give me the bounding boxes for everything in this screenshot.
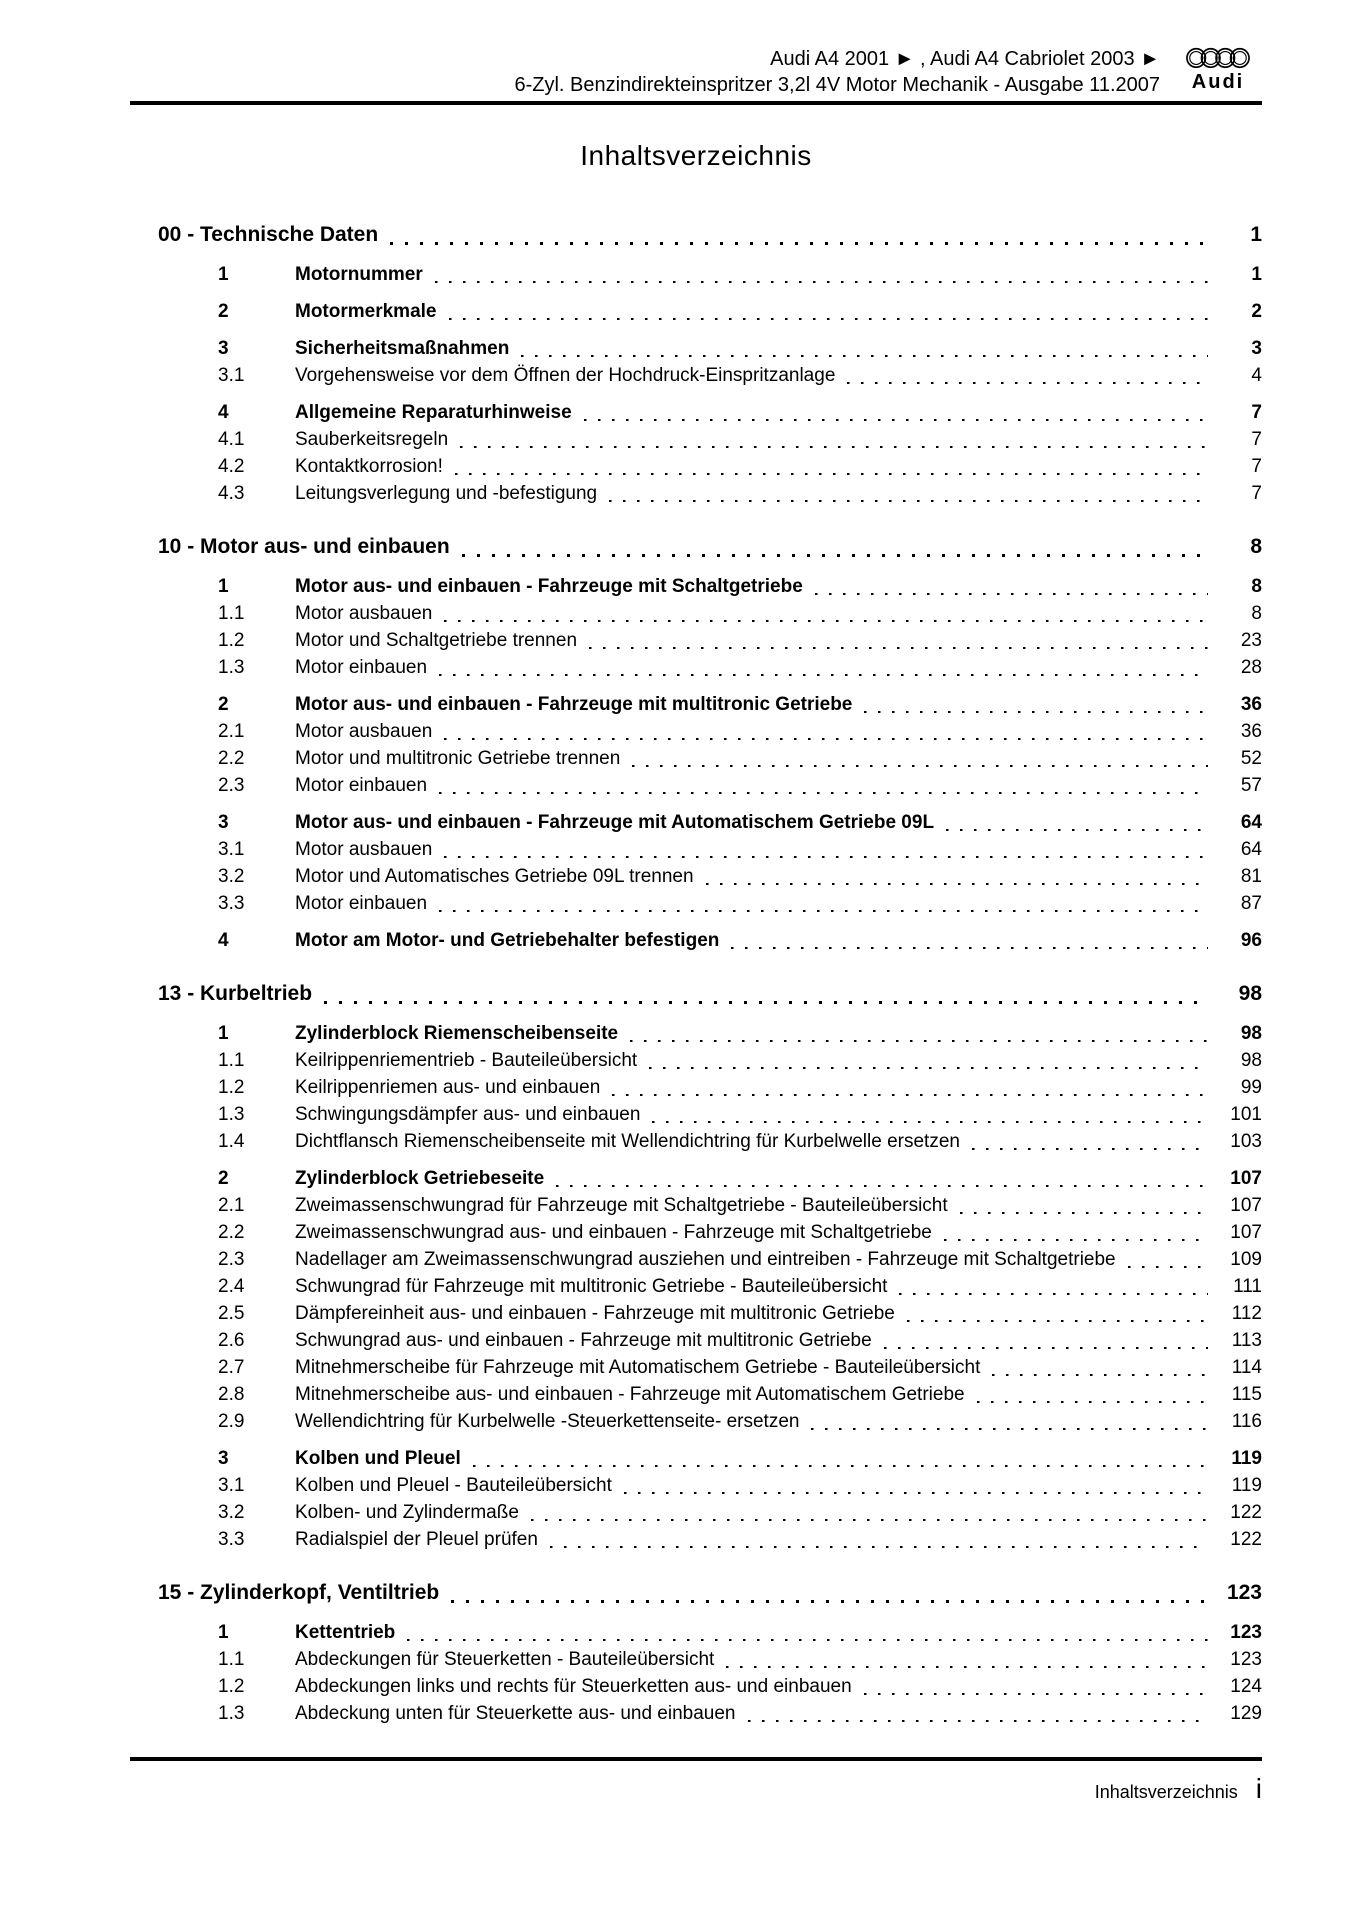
- toc-entry-number: 1: [218, 1622, 229, 1643]
- toc-entry-number: 2.3: [218, 775, 245, 796]
- toc-entry-title: Motor aus- und einbauen - Fahrzeuge mit multitronic Getriebe: [295, 694, 853, 715]
- dot-leader: [407, 1639, 1208, 1642]
- toc-entry: [218, 1300, 1262, 1327]
- toc-entry-number: 2.7: [218, 1357, 245, 1378]
- dot-leader: [899, 1293, 1208, 1296]
- toc-entry-title: Leitungsverlegung und -befestigung: [295, 483, 598, 504]
- dot-leader: [811, 1428, 1208, 1431]
- toc-entry-number: 2: [218, 1168, 229, 1189]
- toc-entry-number: 3.2: [218, 1502, 245, 1523]
- toc-entry-title: Keilrippenriementrieb - Bauteileübersicht: [295, 1050, 638, 1071]
- toc-entry-number: 3.1: [218, 365, 245, 386]
- toc-entry-number: 3.1: [218, 839, 245, 860]
- toc-entry-title: Dichtflansch Riemenscheibenseite mit Wellendichtring für Kurbelwelle ersetzen: [295, 1131, 960, 1152]
- toc-entry-number: 1.2: [218, 630, 245, 651]
- toc-entry-title: Zylinderblock Getriebeseite: [295, 1168, 545, 1189]
- toc-entry: [218, 335, 1262, 362]
- toc-entry: [218, 809, 1262, 836]
- toc-entry: [218, 426, 1262, 453]
- toc-entry-title: Radialspiel der Pleuel prüfen: [295, 1529, 538, 1550]
- dot-leader: [864, 1693, 1208, 1696]
- toc-entry-page: 64: [1240, 812, 1262, 833]
- toc-entry: [218, 627, 1262, 654]
- toc-entry-title: Mitnehmerscheibe aus- und einbauen - Fahrzeuge mit Automatischem Getriebe: [295, 1384, 965, 1405]
- toc-entry: [218, 1354, 1262, 1381]
- toc-entry-title: Motor und Automatisches Getriebe 09L trennen: [295, 866, 694, 887]
- toc-entry-page: 7: [1251, 456, 1262, 477]
- toc-entry-page: 123: [1230, 1622, 1262, 1643]
- toc-entry-title: Kolben- und Zylindermaße: [295, 1502, 519, 1523]
- toc-entry-number: 2.4: [218, 1276, 245, 1297]
- dot-leader: [706, 883, 1208, 886]
- toc-entry: [218, 691, 1262, 718]
- toc-entry-number: 3: [218, 812, 229, 833]
- toc-entry-page: 119: [1231, 1448, 1262, 1469]
- toc-entry-page: 98: [1240, 1050, 1262, 1071]
- toc-entry: [218, 600, 1262, 627]
- dot-leader: [944, 1239, 1208, 1242]
- dot-leader: [444, 856, 1208, 859]
- toc-entry-title: Keilrippenriemen aus- und einbauen: [295, 1077, 601, 1098]
- toc-entry-page: 87: [1240, 893, 1262, 914]
- toc-entry-title: Kettentrieb: [295, 1622, 396, 1643]
- dot-leader: [1128, 1266, 1208, 1269]
- header-rule: [130, 101, 1262, 105]
- toc-entry-title: Zweimassenschwungrad für Fahrzeuge mit Schaltgetriebe - Bauteileübersicht: [295, 1195, 948, 1216]
- toc-section-title: 00 - Technische Daten: [158, 223, 379, 246]
- toc-entry-title: Motor einbauen: [295, 893, 428, 914]
- dot-leader: [550, 1546, 1208, 1549]
- toc-entry-page: 7: [1251, 483, 1262, 504]
- toc-entry: [218, 1128, 1262, 1155]
- toc-entry: [218, 573, 1262, 600]
- toc-entry-page: 8: [1251, 603, 1262, 624]
- toc-entry-number: 1: [218, 576, 229, 597]
- toc-entry: [218, 1646, 1262, 1673]
- toc-entry-number: 3.1: [218, 1475, 245, 1496]
- toc-entry: [218, 772, 1262, 799]
- dot-leader: [612, 1094, 1208, 1097]
- toc-entry-title: Dämpfereinheit aus- und einbauen - Fahrzeuge mit multitronic Getriebe: [295, 1303, 895, 1324]
- toc: [130, 219, 1262, 1727]
- toc-section-heading: [158, 1577, 1262, 1609]
- dot-leader: [992, 1374, 1208, 1377]
- dot-leader: [847, 382, 1208, 385]
- dot-leader: [624, 1492, 1208, 1495]
- dot-leader: [444, 738, 1208, 741]
- dot-leader: [390, 242, 1208, 245]
- toc-entry-page: 109: [1230, 1249, 1262, 1270]
- toc-entry: [218, 1327, 1262, 1354]
- toc-entry-title: Sicherheitsmaßnahmen: [295, 338, 510, 359]
- toc-entry: [218, 1499, 1262, 1526]
- dot-leader: [324, 1001, 1208, 1004]
- toc-entry-page: 124: [1230, 1676, 1262, 1697]
- toc-entry: [218, 399, 1262, 426]
- toc-entry-title: Zylinderblock Riemenscheibenseite: [295, 1023, 619, 1044]
- toc-entry-number: 1.2: [218, 1676, 245, 1697]
- toc-entry-number: 2: [218, 301, 229, 322]
- toc-section-page: 1: [1250, 223, 1262, 246]
- toc-section-heading: [158, 978, 1262, 1010]
- toc-entry-number: 2.9: [218, 1411, 245, 1432]
- toc-entry-page: 8: [1251, 576, 1262, 597]
- dot-leader: [649, 1067, 1208, 1070]
- toc-entry-title: Abdeckungen für Steuerketten - Bauteileübersicht: [295, 1649, 715, 1670]
- toc-entry: [218, 745, 1262, 772]
- toc-entry-number: 1.3: [218, 657, 245, 678]
- toc-entry-title: Mitnehmerscheibe für Fahrzeuge mit Automatischem Getriebe - Bauteileübersicht: [295, 1357, 981, 1378]
- dot-leader: [748, 1720, 1209, 1723]
- toc-entry-number: 1.1: [218, 1050, 245, 1071]
- toc-entry-page: 52: [1240, 748, 1262, 769]
- toc-entry-page: 1: [1251, 264, 1262, 285]
- dot-leader: [907, 1320, 1208, 1323]
- toc-entry-page: 123: [1230, 1649, 1262, 1670]
- toc-entry-title: Schwungrad aus- und einbauen - Fahrzeuge mit multitronic Getriebe: [295, 1330, 872, 1351]
- dot-leader: [435, 281, 1208, 284]
- toc-entry-title: Motor ausbauen: [295, 721, 433, 742]
- dot-leader: [977, 1401, 1208, 1404]
- dot-leader: [609, 500, 1208, 503]
- toc-entry-title: Wellendichtring für Kurbelwelle -Steuerkettenseite- ersetzen: [295, 1411, 800, 1432]
- toc-entry-page: 64: [1240, 839, 1262, 860]
- dot-leader: [556, 1185, 1208, 1188]
- page-footer: [130, 1773, 1262, 1805]
- toc-entry-number: 3.3: [218, 893, 245, 914]
- dot-leader: [972, 1148, 1208, 1151]
- toc-entry-page: 111: [1233, 1276, 1262, 1297]
- toc-entry: [218, 453, 1262, 480]
- toc-entry-number: 4: [218, 402, 229, 423]
- dot-leader: [632, 765, 1208, 768]
- toc-entry-title: Motor ausbauen: [295, 603, 433, 624]
- toc-entry-title: Motor aus- und einbauen - Fahrzeuge mit Schaltgetriebe: [295, 576, 803, 597]
- toc-entry-number: 2.3: [218, 1249, 245, 1270]
- toc-entry-number: 3.2: [218, 866, 245, 887]
- toc-entry-page: 7: [1251, 429, 1262, 450]
- dot-leader: [731, 947, 1208, 950]
- dot-leader: [884, 1347, 1208, 1350]
- toc-entry-page: 3: [1251, 338, 1262, 359]
- dot-leader: [439, 910, 1208, 913]
- toc-entry-number: 3.3: [218, 1529, 245, 1550]
- audi-rings-icon: [1185, 46, 1251, 70]
- toc-entry-page: 107: [1230, 1222, 1262, 1243]
- dot-leader: [444, 620, 1208, 623]
- toc-entry-number: 4: [218, 930, 229, 951]
- toc-entry-page: 4: [1251, 365, 1262, 386]
- dot-leader: [630, 1040, 1208, 1043]
- header-model-line: Audi A4 2001 ► , Audi A4 Cabriolet 2003 ►: [770, 48, 1160, 70]
- toc-section-heading: [158, 531, 1262, 563]
- toc-section-title: 15 - Zylinderkopf, Ventiltrieb: [158, 1581, 440, 1604]
- toc-entry-number: 1: [218, 264, 229, 285]
- dot-leader: [451, 1600, 1208, 1603]
- toc-entry-number: 2.1: [218, 1195, 245, 1216]
- toc-entry: [218, 1673, 1262, 1700]
- toc-entry-title: Motor ausbauen: [295, 839, 433, 860]
- dot-leader: [462, 554, 1208, 557]
- toc-entry-number: 2.8: [218, 1384, 245, 1405]
- toc-entry-title: Motor aus- und einbauen - Fahrzeuge mit Automatischem Getriebe 09L: [295, 812, 935, 833]
- toc-entry-page: 107: [1230, 1168, 1262, 1189]
- toc-entry: [218, 1472, 1262, 1499]
- toc-entry-page: 122: [1230, 1502, 1262, 1523]
- footer-page-number: i: [1255, 1773, 1262, 1804]
- toc-entry-title: Abdeckungen links und rechts für Steuerketten aus- und einbauen: [295, 1676, 852, 1697]
- toc-entry-page: 2: [1251, 301, 1262, 322]
- toc-entry: [218, 1619, 1262, 1646]
- toc-entry-title: Kontaktkorrosion!: [295, 456, 443, 477]
- toc-entry: [218, 1074, 1262, 1101]
- dot-leader: [439, 792, 1208, 795]
- toc-entry: [218, 298, 1262, 325]
- toc-entry: [218, 927, 1262, 954]
- toc-entry-page: 115: [1231, 1384, 1262, 1405]
- toc-entry: [218, 836, 1262, 863]
- dot-leader: [652, 1121, 1208, 1124]
- toc-section-title: 10 - Motor aus- und einbauen: [158, 535, 450, 558]
- toc-entry-title: Abdeckung unten für Steuerkette aus- und einbauen: [295, 1703, 736, 1724]
- page-header: [130, 46, 1262, 98]
- toc-entry-page: 122: [1230, 1529, 1262, 1550]
- toc-entry: [218, 261, 1262, 288]
- toc-entry-title: Motor und multitronic Getriebe trennen: [295, 748, 621, 769]
- toc-section-title: 13 - Kurbeltrieb: [158, 982, 313, 1005]
- dot-leader: [584, 419, 1208, 422]
- toc-entry-title: Schwungrad für Fahrzeuge mit multitronic Getriebe - Bauteileübersicht: [295, 1276, 888, 1297]
- toc-entry-page: 7: [1251, 402, 1262, 423]
- toc-entry-number: 1.4: [218, 1131, 245, 1152]
- toc-section-page: 123: [1226, 1581, 1262, 1604]
- toc-entry-page: 81: [1240, 866, 1262, 887]
- toc-entry-number: 4.2: [218, 456, 245, 477]
- toc-entry-page: 36: [1240, 721, 1262, 742]
- brand-block: [1174, 46, 1262, 94]
- toc-entry: [218, 480, 1262, 507]
- toc-entry-page: 23: [1240, 630, 1262, 651]
- toc-entry-title: Motor am Motor- und Getriebehalter befestigen: [295, 930, 720, 951]
- toc-entry-number: 1.3: [218, 1703, 245, 1724]
- toc-entry-page: 114: [1231, 1357, 1262, 1378]
- toc-entry-title: Motormerkmale: [295, 301, 437, 322]
- toc-entry-page: 116: [1231, 1411, 1262, 1432]
- toc-entry-number: 1.1: [218, 1649, 245, 1670]
- dot-leader: [589, 647, 1208, 650]
- toc-entry-number: 2.6: [218, 1330, 245, 1351]
- toc-entry: [218, 362, 1262, 389]
- dot-leader: [960, 1212, 1208, 1215]
- toc-entry-title: Allgemeine Reparaturhinweise: [295, 402, 572, 423]
- toc-entry: [218, 1165, 1262, 1192]
- toc-entry: [218, 654, 1262, 681]
- footer-label: Inhaltsverzeichnis: [1094, 1782, 1238, 1802]
- audi-wordmark: Audi: [1191, 71, 1245, 93]
- toc-entry-title: Motor und Schaltgetriebe trennen: [295, 630, 578, 651]
- toc-entry-page: 36: [1240, 694, 1262, 715]
- toc-entry-page: 113: [1231, 1330, 1262, 1351]
- dot-leader: [726, 1666, 1208, 1669]
- header-text: [514, 46, 1160, 98]
- toc-entry-number: 3: [218, 338, 229, 359]
- dot-leader: [946, 829, 1208, 832]
- toc-entry: [218, 1219, 1262, 1246]
- toc-entry-title: Vorgehensweise vor dem Öffnen der Hochdruck-Einspritzanlage: [295, 365, 836, 386]
- toc-entry-title: Motornummer: [295, 264, 423, 285]
- toc-entry: [218, 1408, 1262, 1435]
- toc-entry-page: 99: [1240, 1077, 1262, 1098]
- dot-leader: [460, 446, 1208, 449]
- toc-entry-page: 28: [1240, 657, 1262, 678]
- dot-leader: [455, 473, 1208, 476]
- toc-entry: [218, 863, 1262, 890]
- toc-section-page: 8: [1250, 535, 1262, 558]
- toc-entry: [218, 718, 1262, 745]
- toc-section-heading: [158, 219, 1262, 251]
- toc-entry-page: 57: [1240, 775, 1262, 796]
- toc-entry: [218, 1246, 1262, 1273]
- toc-entry-number: 2.2: [218, 1222, 245, 1243]
- toc-entry-page: 119: [1231, 1475, 1262, 1496]
- toc-entry: [218, 1101, 1262, 1128]
- toc-entry-number: 2: [218, 694, 229, 715]
- toc-entry-number: 4.3: [218, 483, 245, 504]
- toc-entry-number: 2.5: [218, 1303, 245, 1324]
- toc-entry-title: Sauberkeitsregeln: [295, 429, 449, 450]
- dot-leader: [531, 1519, 1208, 1522]
- toc-entry-title: Nadellager am Zweimassenschwungrad ausziehen und eintreiben - Fahrzeuge mit Schaltgetriebe: [295, 1249, 1116, 1270]
- dot-leader: [449, 318, 1209, 321]
- toc-entry: [218, 1445, 1262, 1472]
- toc-entry-title: Motor einbauen: [295, 775, 428, 796]
- toc-entry-page: 98: [1240, 1023, 1262, 1044]
- toc-entry: [218, 890, 1262, 917]
- toc-entry-page: 107: [1230, 1195, 1262, 1216]
- footer-rule: [130, 1757, 1262, 1761]
- toc-entry-title: Motor einbauen: [295, 657, 428, 678]
- dot-leader: [864, 711, 1208, 714]
- toc-section-page: 98: [1238, 982, 1262, 1005]
- toc-entry: [218, 1381, 1262, 1408]
- dot-leader: [521, 355, 1208, 358]
- toc-entry: [218, 1526, 1262, 1553]
- toc-entry: [218, 1020, 1262, 1047]
- toc-entry: [218, 1273, 1262, 1300]
- toc-entry-title: Schwingungsdämpfer aus- und einbauen: [295, 1104, 641, 1125]
- toc-entry-number: 1.1: [218, 603, 245, 624]
- toc-entry-number: 1.3: [218, 1104, 245, 1125]
- toc-entry-title: Zweimassenschwungrad aus- und einbauen - Fahrzeuge mit Schaltgetriebe: [295, 1222, 932, 1243]
- toc-entry-page: 96: [1240, 930, 1262, 951]
- toc-entry-number: 1.2: [218, 1077, 245, 1098]
- toc-entry-number: 4.1: [218, 429, 245, 450]
- toc-entry-page: 112: [1231, 1303, 1262, 1324]
- toc-entry-title: Kolben und Pleuel: [295, 1448, 461, 1469]
- toc-entry-number: 3: [218, 1448, 229, 1469]
- toc-entry-page: 101: [1230, 1104, 1262, 1125]
- dot-leader: [473, 1465, 1208, 1468]
- dot-leader: [815, 593, 1208, 596]
- toc-entry-number: 2.2: [218, 748, 245, 769]
- toc-entry-page: 103: [1230, 1131, 1262, 1152]
- header-engine-line: 6-Zyl. Benzindirekteinspritzer 3,2l 4V Motor Mechanik - Ausgabe 11.2007: [514, 74, 1160, 96]
- toc-entry-page: 129: [1230, 1703, 1262, 1724]
- page-title: Inhaltsverzeichnis: [580, 140, 812, 171]
- toc-entry-number: 1: [218, 1023, 229, 1044]
- toc-entry-number: 2.1: [218, 721, 245, 742]
- toc-entry: [218, 1192, 1262, 1219]
- toc-entry-title: Kolben und Pleuel - Bauteileübersicht: [295, 1475, 612, 1496]
- toc-entry: [218, 1047, 1262, 1074]
- toc-entry: [218, 1700, 1262, 1727]
- dot-leader: [439, 674, 1208, 677]
